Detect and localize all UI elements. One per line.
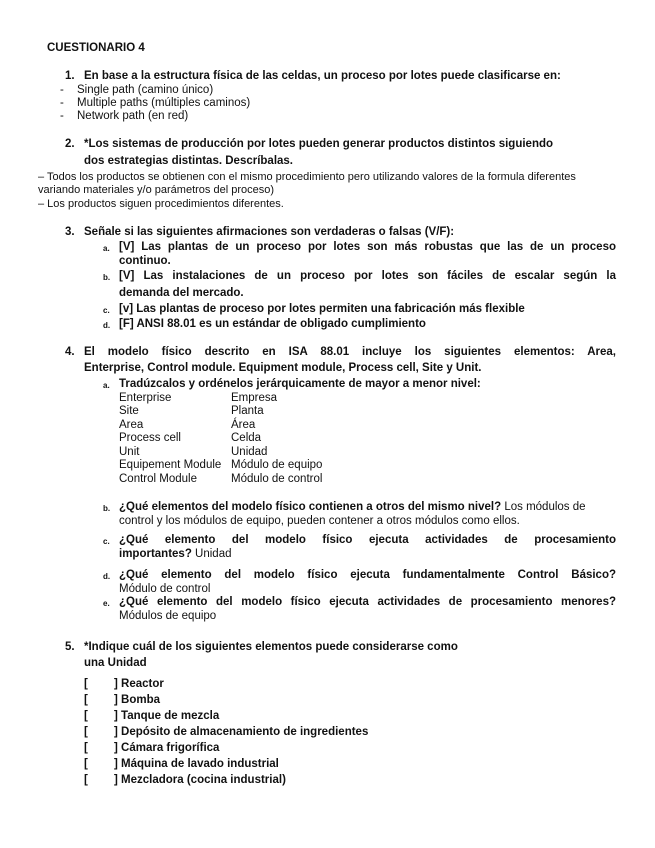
q4-d-answer: Módulo de control	[119, 583, 211, 595]
q2-line2: dos estrategias distintas. Descríbalas.	[84, 155, 294, 167]
q4-a-letter: a.	[103, 381, 110, 390]
q5-option-label: ] Cámara frigorífica	[114, 742, 220, 754]
q5-option-row[interactable]	[0, 742, 655, 758]
q5-line1: *Indique cuál de los siguientes elementos puede considerarse como	[84, 641, 458, 653]
q4-c-answer: Unidad	[191, 548, 232, 560]
q5-option-row[interactable]	[0, 758, 655, 774]
q5-option-row[interactable]	[0, 726, 655, 742]
q3-a-line2: continuo.	[119, 255, 171, 267]
q1-bullet: -	[60, 97, 64, 109]
q5-option-bracket: [	[84, 710, 88, 722]
q3-text: Señale si las siguientes afirmaciones son verdaderas o falsas (V/F):	[84, 226, 455, 238]
q3-d-letter: d.	[103, 321, 111, 330]
term-spanish: Empresa	[231, 392, 278, 404]
q1-item: Network path (en red)	[77, 110, 189, 122]
q3-a-line1: [V] Las plantas de un proceso por lotes son más robustas que las de un proceso	[119, 241, 616, 253]
q4-e-answer: Módulos de equipo	[119, 610, 217, 622]
q5-option-bracket: [	[84, 726, 88, 738]
q3-b-line1: [V] Las instalaciones de un proceso por lotes son fáciles de escalar según la	[119, 270, 616, 282]
term-spanish: Planta	[231, 405, 264, 417]
q3-d-text: [F] ANSI 88.01 es un estándar de obligado cumplimiento	[119, 318, 426, 330]
term-english: Site	[119, 405, 139, 417]
q1-item: Multiple paths (múltiples caminos)	[77, 97, 251, 109]
q3-b-letter: b.	[103, 273, 111, 282]
q5-option-bracket: [	[84, 774, 88, 786]
q3-b-line2: demanda del mercado.	[119, 287, 244, 299]
term-english: Process cell	[119, 432, 181, 444]
q2-answer-1: – Todos los productos se obtienen con el mismo procedimiento pero utilizando valores de la formula diferentes	[38, 171, 576, 183]
q3-a-letter: a.	[103, 244, 110, 253]
term-spanish: Celda	[231, 432, 262, 444]
q4-line2: Enterprise, Control module. Equipment module, Process cell, Site y Unit.	[84, 362, 482, 374]
q5-option-row[interactable]	[0, 710, 655, 726]
q5-option-row[interactable]	[0, 694, 655, 710]
term-spanish: Área	[231, 419, 256, 431]
q5-option-label: ] Mezcladora (cocina industrial)	[114, 774, 286, 786]
q4-d-letter: d.	[103, 572, 111, 581]
q4-e-letter: e.	[103, 599, 110, 608]
q4-b-line1	[119, 501, 586, 513]
q4-b-letter: b.	[103, 504, 111, 513]
q4-c-question: importantes?	[119, 548, 192, 560]
q3-c-text: [v] Las plantas de proceso por lotes permiten una fabricación más flexible	[119, 303, 525, 315]
q5-option-row[interactable]	[0, 774, 655, 790]
q5-option-label: ] Bomba	[114, 694, 160, 706]
q4-b-answer-cont: control y los módulos de equipo, pueden contener a otros módulos como ellos.	[119, 515, 520, 527]
q3-c-letter: c.	[103, 306, 110, 315]
q2-line1: *Los sistemas de producción por lotes pueden generar productos distintos siguiendo	[84, 138, 554, 150]
term-english: Equipement Module	[119, 459, 222, 471]
q1-text: En base a la estructura física de las celdas, un proceso por lotes puede clasificarse en:	[84, 70, 561, 82]
q4-e-question: ¿Qué elemento del modelo físico ejecuta actividades de procesamiento menores?	[119, 596, 616, 608]
q5-option-row[interactable]	[0, 678, 655, 694]
q2-answer-1-cont: variando materiales y/o parámetros del proceso)	[38, 184, 275, 196]
q4-number: 4.	[65, 346, 75, 358]
term-english: Control Module	[119, 473, 197, 485]
term-english: Enterprise	[119, 392, 172, 404]
q5-number: 5.	[65, 641, 75, 653]
q1-bullet: -	[60, 84, 64, 96]
q5-option-bracket: [	[84, 742, 88, 754]
q4-b-question: ¿Qué elementos del modelo físico contienen a otros del mismo nivel?	[119, 501, 502, 513]
q1-bullet: -	[60, 110, 64, 122]
q4-c-line1: ¿Qué elemento del modelo físico ejecuta actividades de procesamiento	[119, 534, 616, 546]
q1-item: Single path (camino único)	[77, 84, 214, 96]
q5-option-bracket: [	[84, 678, 88, 690]
q5-option-label: ] Depósito de almacenamiento de ingredientes	[114, 726, 369, 738]
term-english: Unit	[119, 446, 140, 458]
term-english: Area	[119, 419, 144, 431]
q5-option-bracket: [	[84, 694, 88, 706]
term-spanish: Módulo de control	[231, 473, 323, 485]
document-title: CUESTIONARIO 4	[47, 42, 145, 54]
term-spanish: Unidad	[231, 446, 268, 458]
q5-option-label: ] Máquina de lavado industrial	[114, 758, 279, 770]
q5-line2: una Unidad	[84, 657, 147, 669]
q5-option-label: ] Reactor	[114, 678, 164, 690]
q4-a-text: Tradúzcalos y ordénelos jerárquicamente de mayor a menor nivel:	[119, 378, 481, 390]
q5-option-bracket: [	[84, 758, 88, 770]
q3-number: 3.	[65, 226, 75, 238]
term-spanish: Módulo de equipo	[231, 459, 323, 471]
q4-d-question: ¿Qué elemento del modelo físico ejecuta fundamentalmente Control Básico?	[119, 569, 616, 581]
q4-c-letter: c.	[103, 537, 110, 546]
q2-number: 2.	[65, 138, 75, 150]
q4-c-line2	[119, 548, 231, 560]
q2-answer-2: – Los productos siguen procedimientos diferentes.	[38, 198, 284, 210]
q5-option-label: ] Tanque de mezcla	[114, 710, 220, 722]
q4-line1: El modelo físico descrito en ISA 88.01 incluye los siguientes elementos: Area,	[84, 346, 616, 358]
q4-b-answer: Los módulos de	[501, 501, 586, 513]
q1-number: 1.	[65, 70, 75, 82]
